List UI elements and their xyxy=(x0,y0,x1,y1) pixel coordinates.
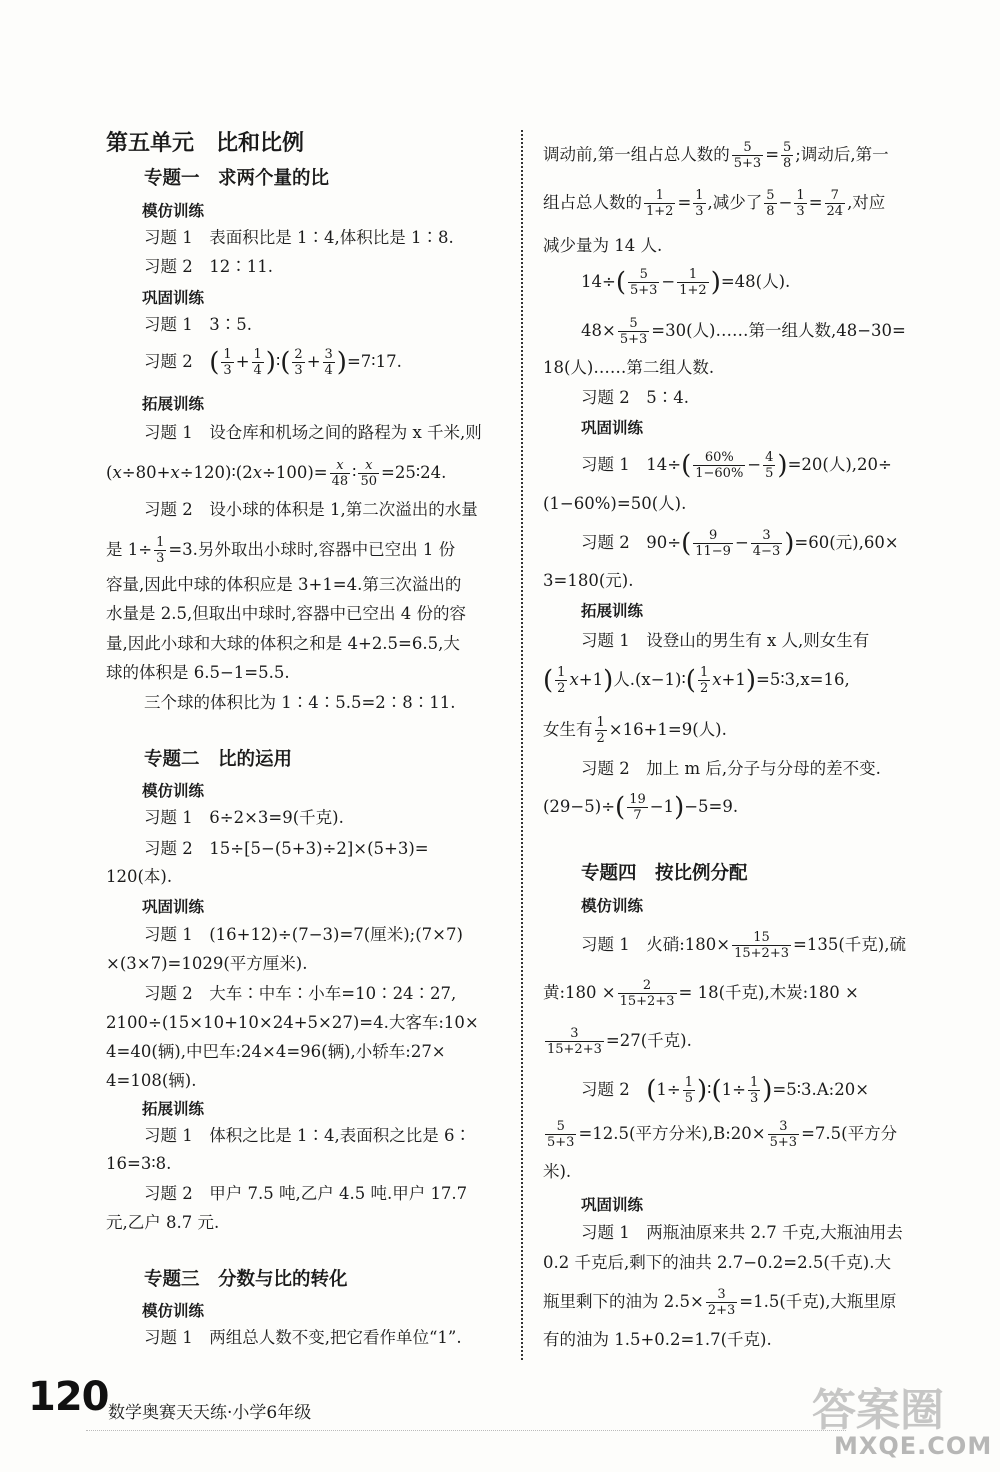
exercise-formula: ( $\frac{1}{2}$ x+1)人.(x−1)∶( $\frac{1}{2}$ x+1)=5∶3,x=16, xyxy=(543,665,850,696)
watermark-text: 答案圈 xyxy=(812,1385,944,1436)
exercise-text: 球的体积是 6.5−1=5.5. xyxy=(106,663,290,682)
section-heading: 拓展训练 xyxy=(142,395,205,413)
exercise-formula: $\frac{5}{5+3}$ =12.5(平方分米),B:20× $\frac{3}{5+3}$ =7.5(平方分 xyxy=(547,1119,898,1150)
exercise-text: 习题 1 (16+12)÷(7−3)=7(厘米);(7×7) xyxy=(144,925,463,944)
exercise-formula: $\frac{3}{15+2+3}$ =27(千克). xyxy=(547,1026,692,1057)
exercise-text: 量,因此小球和大球的体积之和是 4+2.5=6.5,大 xyxy=(106,634,460,653)
exercise-formula: 习题 2 ( $\frac{1}{3}$ + $\frac{1}{4}$ )∶( $\frac{2}{3}$ + $\frac{3}{4}$ )=7∶17. xyxy=(144,347,402,378)
exercise-text: 习题 2 12∶11. xyxy=(144,257,273,276)
section-heading: 巩固训练 xyxy=(581,1196,644,1214)
footer-divider xyxy=(86,1430,846,1437)
section-heading: 巩固训练 xyxy=(142,898,205,916)
topic-3-title: 专题三 分数与比的转化 xyxy=(144,1269,348,1290)
watermark-url: MXQE.COM xyxy=(834,1432,993,1460)
watermark-logo xyxy=(804,1374,993,1466)
exercise-text: 习题 2 甲户 7.5 吨,乙户 4.5 吨.甲户 17.7 xyxy=(144,1184,468,1203)
exercise-formula: 是 1÷ $\frac{1}{3}$ =3.另外取出小球时,容器中已空出 1 份 xyxy=(106,535,456,566)
exercise-text: 习题 2 加上 m 后,分子与分母的差不变. xyxy=(581,759,881,778)
solution-line: 减少量为 14 人. xyxy=(543,236,663,255)
exercise-formula: 女生有 $\frac{1}{2}$ ×16+1=9(人). xyxy=(543,715,727,746)
exercise-text: 2100÷(15×10+10×24+5×27)=4.大客车:10× xyxy=(106,1013,479,1032)
page-number: 120 xyxy=(28,1374,109,1420)
exercise-text: 120(本). xyxy=(106,867,173,886)
exercise-text: 习题 1 体积之比是 1∶4,表面积之比是 6∶ xyxy=(144,1126,471,1145)
exercise-text: 4=40(辆),中巴车:24×4=96(辆),小轿车:27× xyxy=(106,1042,446,1061)
solution-line: (1−60%)=50(人). xyxy=(543,494,687,513)
exercise-formula: 习题 1 14÷( $\frac{60\%}{1-60\%}$ − $\frac{4}{5}$ )=20(人),20÷ xyxy=(581,450,892,481)
section-heading: 模仿训练 xyxy=(142,782,205,800)
exercise-text: 三个球的体积比为 1∶4∶5.5=2∶8∶11. xyxy=(144,693,456,712)
section-heading: 巩固训练 xyxy=(142,289,205,307)
exercise-text: 4=108(辆). xyxy=(106,1071,197,1090)
solution-line: 48× $\frac{5}{5+3}$ =30(人)……第一组人数,48−30= xyxy=(581,316,906,347)
section-heading: 拓展训练 xyxy=(581,602,644,620)
page-footer xyxy=(0,1360,1000,1472)
section-heading: 拓展训练 xyxy=(142,1100,205,1118)
solution-line: 有的油为 1.5+0.2=1.7(千克). xyxy=(543,1330,772,1349)
exercise-formula: 习题 2 90÷( $\frac{9}{11-9}$ − $\frac{3}{4-3}$ )=60(元),60× xyxy=(581,528,899,559)
section-heading: 巩固训练 xyxy=(581,419,644,437)
exercise-text: ×(3×7)=1029(平方厘米). xyxy=(106,954,308,973)
exercise-text: 习题 1 设仓库和机场之间的路程为 x 千米,则 xyxy=(144,423,482,442)
exercise-text: 习题 1 设登山的男生有 x 人,则女生有 xyxy=(581,631,870,650)
section-heading: 模仿训练 xyxy=(581,897,644,915)
exercise-formula: (29−5)÷( $\frac{19}{7}$ −1)−5=9. xyxy=(543,792,739,823)
column-divider xyxy=(521,130,523,1360)
exercise-text: 习题 1 3∶5. xyxy=(144,315,252,334)
exercise-text: 习题 2 设小球的体积是 1,第二次溢出的水量 xyxy=(144,500,478,519)
solution-line: 3=180(元). xyxy=(543,571,634,590)
section-heading: 模仿训练 xyxy=(142,202,205,220)
exercise-formula: (x÷80+x÷120)∶(2x÷100)= $\frac{x}{48}$ ∶ $\frac{x}{50}$ =25∶24. xyxy=(106,458,447,489)
unit-title: 第五单元 比和比例 xyxy=(106,131,305,156)
topic-4-title: 专题四 按比例分配 xyxy=(581,863,748,884)
exercise-text: 水量是 2.5,但取出中球时,容器中已空出 4 份的容 xyxy=(106,604,466,623)
solution-line: 调动前,第一组占总人数的 $\frac{5}{5+3}$ = $\frac{5}{8}$ ;调动后,第一 xyxy=(543,140,889,171)
exercise-formula: 瓶里剩下的油为 2.5× $\frac{3}{2+3}$ =1.5(千克),大瓶里原 xyxy=(543,1287,897,1318)
topic-1-title: 专题一 求两个量的比 xyxy=(144,168,330,189)
exercise-text: 习题 1 6÷2×3=9(千克). xyxy=(144,808,344,827)
exercise-text: 元,乙户 8.7 元. xyxy=(106,1213,220,1232)
solution-line: 米). xyxy=(543,1162,572,1181)
exercise-formula: 习题 2 (1÷ $\frac{1}{5}$ )∶(1÷ $\frac{1}{3}$ )=5∶3.A:20× xyxy=(581,1075,870,1106)
exercise-text: 16=3∶8. xyxy=(106,1154,172,1173)
exercise-text: 习题 1 表面积比是 1∶4,体积比是 1∶8. xyxy=(144,228,454,247)
exercise-text: 习题 2 5∶4. xyxy=(581,388,689,407)
exercise-text: 习题 1 两组总人数不变,把它看作单位“1”. xyxy=(144,1328,462,1347)
book-title: 数学奥赛天天练·小学6年级 xyxy=(108,1403,312,1423)
solution-line: 组占总人数的 $\frac{1}{1+2}$ = $\frac{1}{3}$ ,减少了 $\frac{5}{8}$ − $\frac{1}{3}$ = $\frac{7}{24}$ ,对应 xyxy=(543,188,886,219)
solution-line: 18(人)……第二组人数. xyxy=(543,358,715,377)
section-heading: 模仿训练 xyxy=(142,1302,205,1320)
exercise-text: 习题 1 两瓶油原来共 2.7 千克,大瓶油用去 xyxy=(581,1223,903,1242)
exercise-text: 习题 2 15÷[5−(5+3)÷2]×(5+3)= xyxy=(144,839,429,858)
exercise-formula: 习题 1 火硝:180× $\frac{15}{15+2+3}$ =135(千克),硫 xyxy=(581,930,906,961)
topic-2-title: 专题二 比的运用 xyxy=(144,749,293,770)
solution-line: 14÷( $\frac{5}{5+3}$ − $\frac{1}{1+2}$ )=48(人). xyxy=(581,267,791,298)
exercise-text: 习题 2 大车∶中车∶小车=10∶24∶27, xyxy=(144,984,457,1003)
exercise-text: 0.2 千克后,剩下的油共 2.7−0.2=2.5(千克).大 xyxy=(543,1253,891,1272)
exercise-text: 容量,因此中球的体积应是 3+1=4.第三次溢出的 xyxy=(106,575,462,594)
exercise-formula: 黄:180 × $\frac{2}{15+2+3}$ = 18(千克),木炭:180 × xyxy=(543,978,859,1009)
